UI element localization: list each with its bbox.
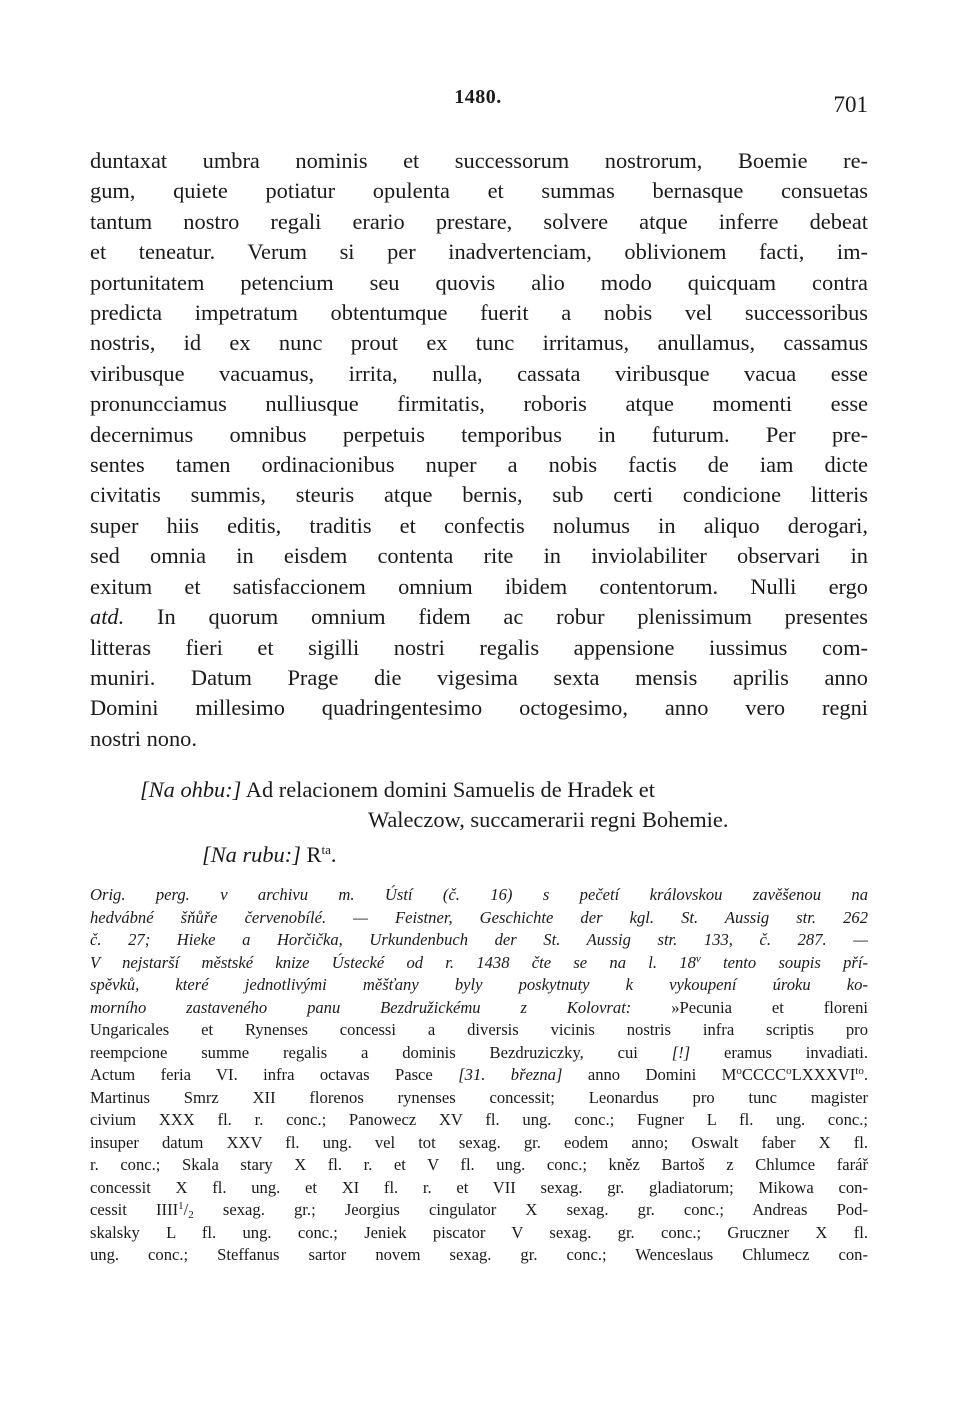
note-line [90, 1199, 868, 1222]
note-line: insuper datum XXV fl. ung. vel tot sexag. gr. eodem anno; Oswalt faber X fl. [90, 1132, 868, 1152]
note-line: ung. conc.; Steffanus sartor novem sexag. gr. conc.; Wenceslaus Chlumecz con- [90, 1245, 868, 1264]
note-fragment: anno Domini M [587, 1065, 737, 1084]
text-line [90, 602, 868, 632]
note-fragment: cessit IIII [90, 1200, 179, 1219]
rubu-dot: . [330, 841, 337, 867]
endorsement-ohbu [140, 775, 868, 805]
note-line: Orig. perg. v archivu m. Ústí (č. 16) s pečetí královskou zavěšenou na [90, 885, 868, 904]
note-sup: 1 [178, 1200, 184, 1212]
note-line [90, 997, 868, 1020]
text-line: gum, quiete potiatur opulenta et summas bernasque consuetas [90, 178, 868, 204]
text-line: nostris, id ex nunc prout ex tunc irritamus, anullamus, cassamus [90, 330, 868, 356]
note-line: skalsky L fl. ung. conc.; Jeniek piscator V sexag. gr. conc.; Gruczner X fl. [90, 1222, 868, 1242]
text-fragment: In quorum omnium fidem ac robur plenissimum presentes [157, 604, 868, 630]
text-line: pronuncciamus nulliusque firmitatis, roboris atque momenti esse [90, 391, 868, 417]
ohbu-label: [Na ohbu:] [140, 777, 242, 802]
note-line [90, 1042, 868, 1065]
note-fragment: eramus invadiati. [724, 1042, 868, 1062]
text-line: muniri. Datum Prage die vigesima sexta mensis aprilis anno [90, 664, 868, 690]
text-line: portunitatem petencium seu quovis alio modo quicquam contra [90, 269, 868, 295]
note-fragment: [!] [671, 1042, 691, 1062]
text-line: predicta impetratum obtentumque fuerit a nobis vel successoribus [90, 300, 868, 326]
note-line [90, 952, 868, 975]
note-fragment: V nejstarší městské knize Ústecké od r. 1438 čte se na l. 18 [90, 952, 696, 972]
atd-abbrev: atd. [90, 604, 125, 630]
note-sup: o [786, 1065, 792, 1077]
note-fragment: Actum feria VI. infra octavas Pasce [90, 1065, 433, 1084]
note-fragment: LXXXVI [791, 1065, 856, 1084]
editorial-notes [90, 884, 868, 1267]
endorsement-block [140, 775, 868, 870]
note-line [90, 1064, 868, 1087]
page-header [88, 86, 868, 116]
text-line: sentes tamen ordinacionibus nuper a nobis factis de iam dicte [90, 452, 868, 478]
note-line: č. 27; Hieke a Horčička, Urkundenbuch der St. Aussig str. 133, č. 287. — [90, 930, 868, 949]
text-line: et teneatur. Verum si per inadvertenciam, oblivionem facti, im- [90, 239, 868, 265]
page-number: 701 [833, 92, 868, 117]
note-fragment: . [863, 1065, 868, 1084]
rubu-mark: R [306, 841, 322, 867]
text-line: nostri nono. [90, 725, 197, 751]
note-sup: to [855, 1065, 864, 1077]
charter-text [90, 146, 868, 754]
text-line: litteras fieri et sigilli nostri regalis appensione iussimus com- [90, 634, 868, 660]
running-head-year: 1480. [454, 86, 502, 108]
text-line: decernimus omnibus perpetuis temporibus in futurum. Per pre- [90, 421, 868, 447]
rubu-sup: ta [321, 841, 331, 857]
note-fragment: »Pecunia et floreni [671, 997, 868, 1017]
endorsement-rubu [140, 840, 868, 870]
ohbu-text: Ad relacionem domini Samuelis de Hradek et [245, 777, 655, 802]
note-fragment: / [183, 1200, 189, 1219]
text-line: tantum nostro regali erario prestare, solvere atque inferre debeat [90, 208, 868, 234]
note-line: civium XXX fl. r. conc.; Panowecz XV fl. ung. conc.; Fugner L fl. ung. conc.; [90, 1110, 868, 1129]
text-line: duntaxat umbra nominis et successorum nostrorum, Boemie re- [90, 148, 868, 173]
note-sub: 2 [188, 1209, 194, 1221]
note-fragment: CCCC [741, 1065, 787, 1084]
note-sup: v [695, 952, 701, 965]
text-line: super hiis editis, traditis et confectis nolumus in aliquo derogari, [90, 512, 868, 538]
note-line: spěvků, které jednotlivými měšťany byly poskytnuty k vykoupení úroku ko- [90, 975, 868, 994]
note-sup: o [736, 1065, 742, 1077]
note-line: concessit X fl. ung. et XI fl. r. et VII sexag. gr. gladiatorum; Mikowa con- [90, 1177, 868, 1197]
endorsement-ohbu-cont: Waleczow, succamerarii regni Bohemie. [368, 807, 729, 833]
text-line: civitatis summis, steuris atque bernis, sub certi condicione litteris [90, 482, 868, 508]
rubu-label: [Na rubu:] [202, 841, 301, 867]
note-fragment: [31. března] [458, 1065, 563, 1084]
note-line: Ungaricales et Rynenses concessi a diversis vicinis nostris infra scriptis pro [90, 1020, 868, 1039]
text-line: exitum et satisfaccionem omnium ibidem contentorum. Nulli ergo [90, 573, 868, 599]
note-fragment: sexag. gr.; Jeorgius cingulator X sexag. gr. conc.; Andreas Pod- [193, 1200, 869, 1219]
text-line: viribusque vacuamus, irrita, nulla, cassata viribusque vacua esse [90, 360, 868, 386]
note-fragment: reempcione summe regalis a dominis Bezdruziczky, cui [90, 1042, 638, 1062]
note-fragment: morního zastaveného panu Bezdružickému z Kolovrat: [90, 997, 632, 1017]
note-line: hedvábné šňůře červenobílé. — Feistner, Geschichte der kgl. St. Aussig str. 262 [90, 907, 868, 927]
note-line: Martinus Smrz XII florenos rynenses concessit; Leonardus pro tunc magister [90, 1087, 868, 1107]
note-fragment: tento soupis pří- [700, 952, 869, 972]
text-line: sed omnia in eisdem contenta rite in inviolabiliter observari in [90, 543, 868, 569]
text-line: Domini millesimo quadringentesimo octogesimo, anno vero regni [90, 695, 868, 721]
note-line: r. conc.; Skala stary X fl. r. et V fl. ung. conc.; kněz Bartoš z Chlumce farář [90, 1155, 868, 1174]
